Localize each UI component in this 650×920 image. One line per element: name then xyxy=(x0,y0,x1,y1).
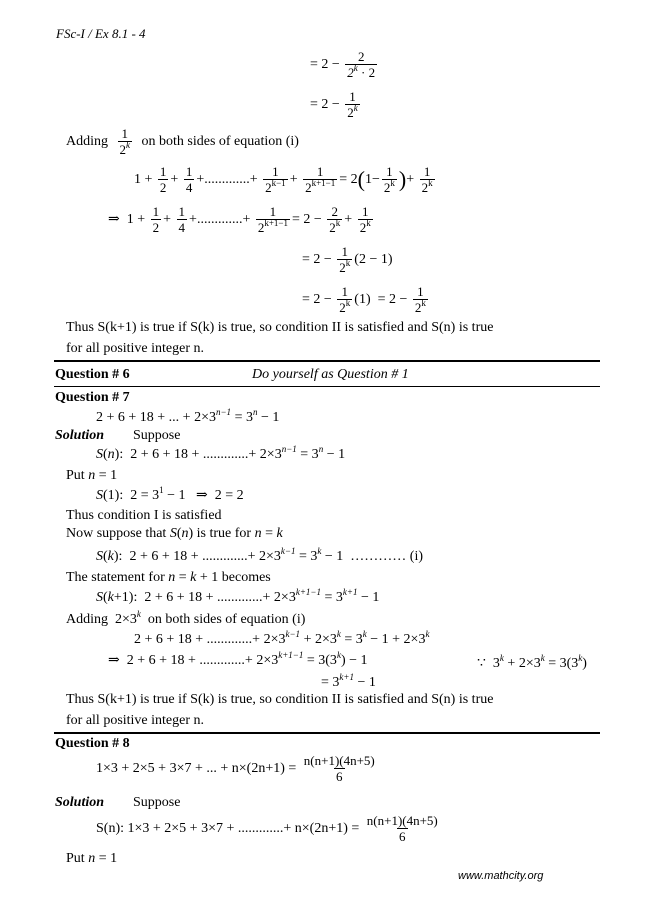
q7-because: ∵ $3^k + 2\times 3^k = 3(3^k)$ xyxy=(477,653,587,671)
q8-suppose: Suppose xyxy=(133,795,181,810)
q8-put: Put n = 1 xyxy=(66,851,118,866)
q7-cond1: Thus condition I is satisfied xyxy=(66,508,222,523)
divider-top-q8 xyxy=(54,732,600,734)
q7-adding: Adding $2\times 3^k$ on both sides of equation (i) xyxy=(66,609,306,627)
q6-note: Do yourself as Question # 1 xyxy=(252,367,409,382)
q5-sum1: 1 + $\frac{1}{2}$ + $\frac{1}{4}$ +.............+ $\frac{1}{2^{k-1}}$ + $\frac{1}{2^{k+1-1}}$ = 2(1− $\frac{1}{2^k}$ )+ $\frac{1}{2^k}$ xyxy=(134,164,433,195)
q8-sn: S(n): 1×3 + 2×5 + 3×7 + .............+ n×(2n+1) = $\frac{n(n+1)(4n+5)}{6}$ xyxy=(96,813,438,844)
q7-suppose: Suppose xyxy=(133,428,181,443)
q7-s1: S(1): $2 = 3^1 - 1$ ⇒ 2 = 2 xyxy=(96,485,244,503)
q5-eq2: = 2 − $\frac{1}{2^k}$ xyxy=(310,89,358,120)
divider-bottom-q6 xyxy=(54,386,600,387)
divider-top-q6 xyxy=(54,360,600,362)
q8-statement: 1×3 + 2×5 + 3×7 + ... + n×(2n+1) = $\frac{n(n+1)(4n+5)}{6}$ xyxy=(96,753,375,784)
q7-line1: 2 + 6 + 18 + .............+ $2\times 3^{k-1} + 2\times 3^k = 3^k - 1 + 2\times 3^k$ xyxy=(134,629,430,647)
q5-eq4: = 2 − $\frac{1}{2^k}$ (1) = 2 − $\frac{1}{2^k}$ xyxy=(302,284,426,315)
q7-sk: S(k): 2 + 6 + 18 + .............+ $2\times 3^{k-1} = 3^k - 1$ ………… (i) xyxy=(96,546,424,564)
q7-sn: S(n): 2 + 6 + 18 + .............+ $2\times 3^{n-1} = 3^n - 1$ xyxy=(96,444,346,462)
footer-site-link[interactable]: www.mathcity.org xyxy=(458,870,544,882)
q7-thus-line1: Thus S(k+1) is true if S(k) is true, so condition II is satisfied and S(n) is true xyxy=(66,692,494,707)
q7-statement: 2 + 6 + 18 + ... + $2\times 3^{n-1} = 3^n - 1$ xyxy=(96,407,280,425)
q7-line3: = $3^{k+1} - 1$ xyxy=(321,672,376,690)
q6-title: Question # 6 xyxy=(55,367,130,382)
q5-thus-line1: Thus S(k+1) is true if S(k) is true, so condition II is satisfied and S(n) is true xyxy=(66,320,494,335)
q7-title: Question # 7 xyxy=(55,390,130,405)
q5-eq1: = 2 − $\frac{2}{2^k \cdot 2}$ xyxy=(310,49,376,80)
q7-thus-line2: for all positive integer n. xyxy=(66,713,205,728)
q5-sum2: ⇒ 1 + $\frac{1}{2}$ + $\frac{1}{4}$ +.............+ $\frac{1}{2^{k+1-1}}$ = 2 − $\frac{2}{2^k}$ + $\frac{1}{2^k}$ xyxy=(108,204,371,235)
q7-now: Now suppose that S(n) is true for n = k xyxy=(66,526,283,541)
q7-line2: ⇒ 2 + 6 + 18 + .............+ $2\times 3^{k+1-1} = 3(3^k) - 1$ xyxy=(108,650,368,668)
q8-title: Question # 8 xyxy=(55,736,130,751)
q7-stmt: The statement for n = k + 1 becomes xyxy=(66,570,271,585)
q5-thus-line2: for all positive integer n. xyxy=(66,341,205,356)
q7-sk1: S(k+1): 2 + 6 + 18 + .............+ $2\times 3^{k+1-1} = 3^{k+1} - 1$ xyxy=(96,587,380,605)
q8-solution-label: Solution xyxy=(55,795,105,810)
q7-put: Put n = 1 xyxy=(66,468,118,483)
q5-eq3: = 2 − $\frac{1}{2^k}$ (2 − 1) xyxy=(302,244,393,275)
q5-adding-line: Adding $\frac{1}{2^k}$ on both sides of equation (i) xyxy=(66,126,299,157)
q7-solution-label: Solution xyxy=(55,428,105,443)
page-header-ref: FSc-I / Ex 8.1 - 4 xyxy=(56,26,146,41)
